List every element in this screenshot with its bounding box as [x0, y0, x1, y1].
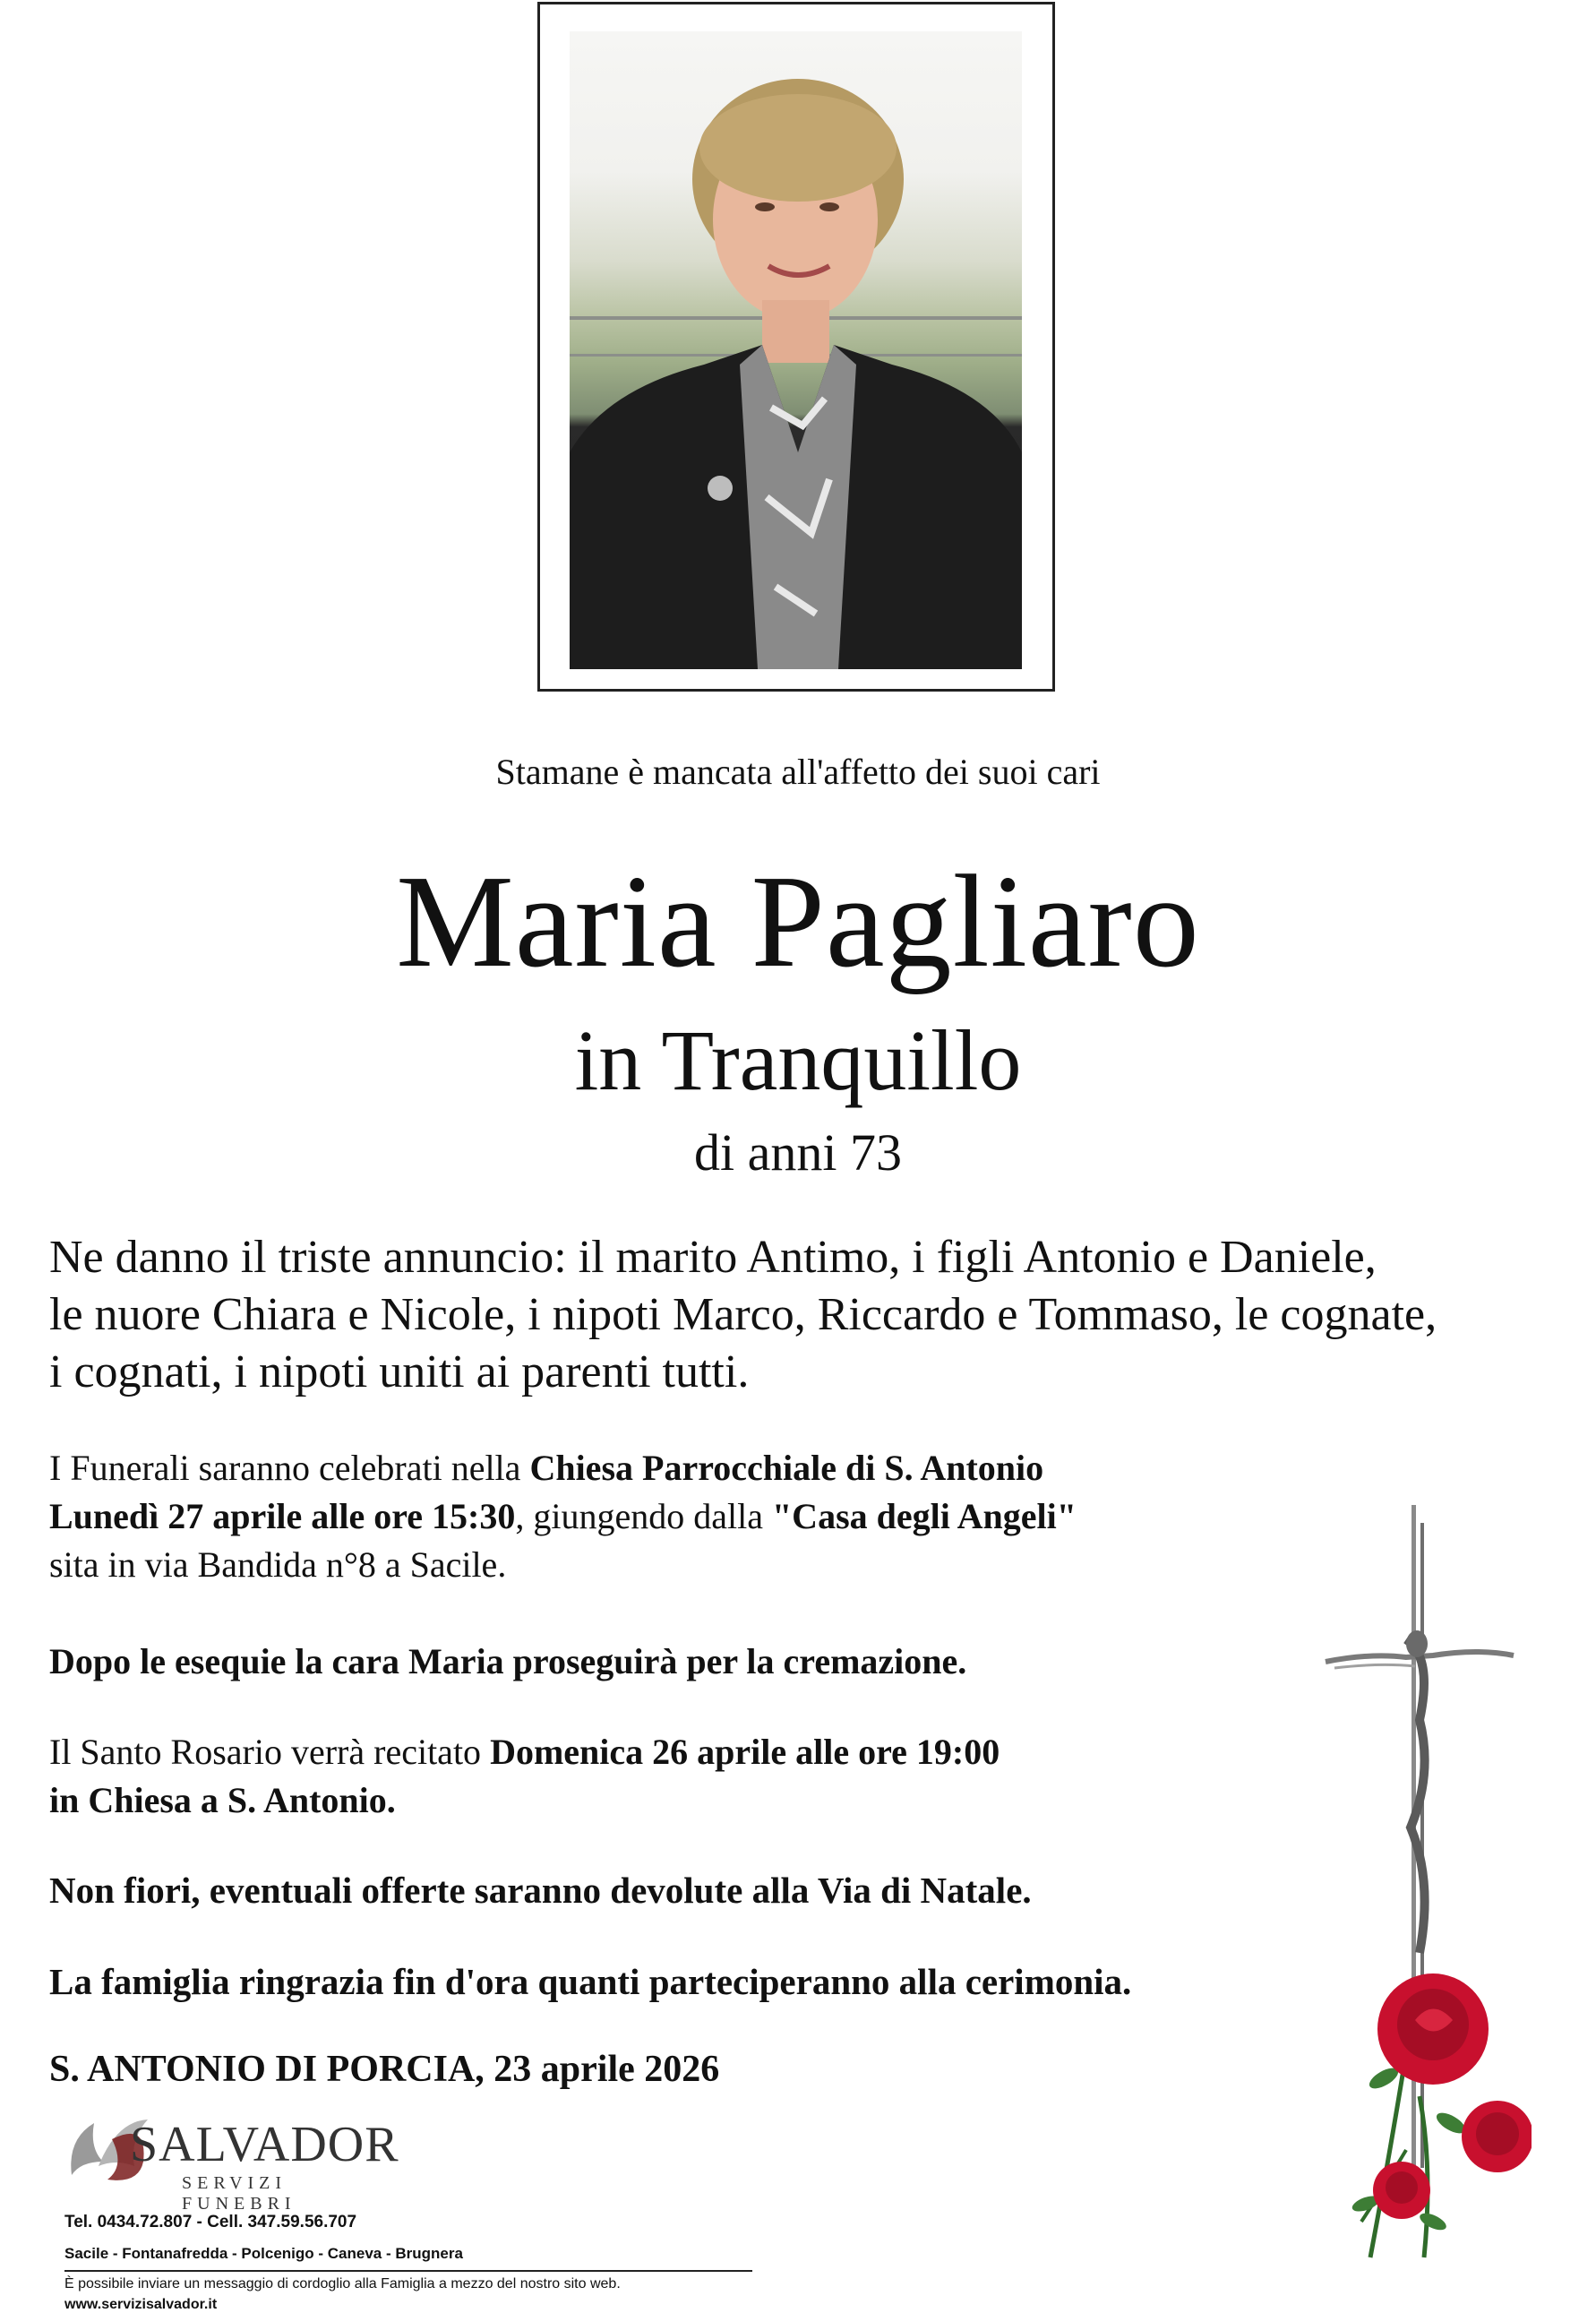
church-name: Chiesa Parrocchiale di S. Antonio	[529, 1448, 1044, 1488]
website-link[interactable]: www.servizisalvador.it	[64, 2297, 218, 2312]
logo-subtitle: SERVIZI FUNEBRI	[182, 2173, 296, 2214]
crucifix-with-roses-icon	[1299, 1505, 1532, 2275]
announcement-line: Ne danno il triste annuncio: il marito Antimo, i figli Antonio e Daniele,	[49, 1232, 1377, 1283]
flowers-notice: Non fiori, eventuali offerte saranno devolute alla Via di Natale.	[49, 1870, 1032, 1911]
address-text: sita in via Bandida n°8 a Sacile.	[49, 1544, 507, 1585]
funeral-text: I Funerali saranno celebrati nella	[49, 1448, 530, 1488]
towns-list: Sacile - Fontanafredda - Polcenigo - Caneva - Brugnera	[64, 2245, 463, 2262]
logo-name: SALVADOR	[130, 2117, 399, 2172]
rose-icon	[1462, 2101, 1532, 2172]
announcement-paragraph	[49, 1229, 1527, 1401]
cremation-text	[49, 1638, 1303, 1686]
rosary-place: in Chiesa a S. Antonio.	[49, 1780, 396, 1820]
funeral-paragraph	[49, 1444, 1303, 1589]
salvador-logo	[63, 2112, 399, 2214]
funeral-text: , giungendo dalla	[515, 1496, 772, 1536]
funeral-date: Lunedì 27 aprile alle ore 15:30	[49, 1496, 516, 1536]
rose-icon	[1377, 1973, 1489, 2085]
rosary-text: Il Santo Rosario verrà recitato	[49, 1732, 491, 1772]
announcement-line: i cognati, i nipoti uniti ai parenti tutti.	[49, 1346, 750, 1397]
place-and-date: S. ANTONIO DI PORCIA, 23 aprile 2026	[49, 2049, 720, 2090]
portrait-photo	[570, 31, 1022, 669]
rose-icon	[1373, 2162, 1430, 2219]
intro-text: Stamane è mancata all'affetto dei suoi cari	[495, 752, 1101, 792]
condolence-note: È possibile inviare un messaggio di cordoglio alla Famiglia a mezzo del nostro sito web.	[64, 2276, 621, 2292]
married-name: in Tranquillo	[574, 1012, 1022, 1108]
rosary-paragraph	[49, 1728, 1303, 1825]
footer-divider	[64, 2270, 752, 2272]
phone-numbers: Tel. 0434.72.807 - Cell. 347.59.56.707	[64, 2213, 357, 2231]
portrait-illustration	[570, 31, 1022, 669]
departure-place: "Casa degli Angeli"	[771, 1496, 1077, 1536]
rosary-date: Domenica 26 aprile alle ore 19:00	[490, 1732, 1000, 1772]
cremation-line: Dopo le esequie la cara Maria proseguirà per la cremazione.	[49, 1641, 967, 1681]
deceased-name: Maria Pagliaro	[396, 848, 1200, 995]
thanks-notice: La famiglia ringrazia fin d'ora quanti parteciperanno alla cerimonia.	[49, 1961, 1132, 2002]
age-text: di anni 73	[694, 1123, 902, 1182]
portrait-frame	[537, 2, 1055, 692]
announcement-line: le nuore Chiara e Nicole, i nipoti Marco, Riccardo e Tommaso, le cognate,	[49, 1289, 1437, 1340]
